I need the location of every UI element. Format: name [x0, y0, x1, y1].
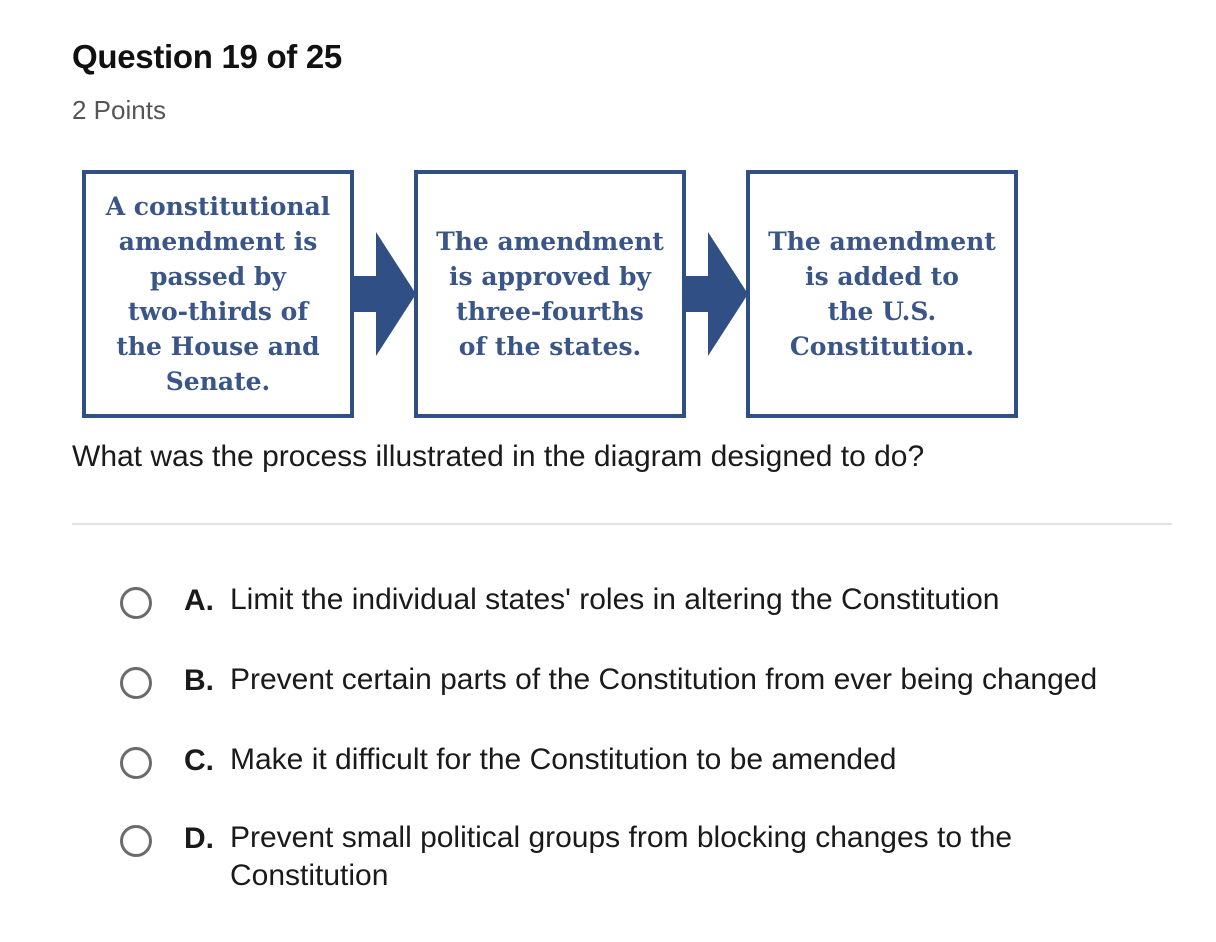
step-1-line: two-thirds of	[127, 297, 309, 326]
option-text: Limit the individual states' roles in altering the Constitution	[230, 583, 1000, 616]
option-letter: A.	[184, 584, 214, 617]
step-1-line: A constitutional	[105, 192, 331, 221]
step-1-line: the House and	[116, 332, 320, 361]
step-3-line: is added to	[805, 262, 959, 291]
radio-button[interactable]	[120, 825, 152, 857]
step-2-line: The amendment	[436, 227, 664, 256]
arrow-right-icon	[354, 232, 416, 356]
step-1-line: passed by	[150, 262, 286, 291]
step-2-line: is approved by	[449, 262, 651, 291]
answer-option-a[interactable]	[120, 584, 999, 619]
step-1-line: Senate.	[165, 367, 271, 396]
question-header	[72, 38, 342, 76]
answer-option-d[interactable]	[120, 822, 1090, 895]
arrow-right-icon	[686, 232, 748, 356]
radio-button[interactable]	[120, 587, 152, 619]
option-text: Prevent small political groups from blocking changes to the Constitution	[230, 821, 1013, 892]
question-prompt: What was the process illustrated in the diagram designed to do?	[72, 440, 925, 473]
option-letter: B.	[184, 664, 214, 697]
answer-option-b[interactable]	[120, 664, 1097, 699]
step-3-line: The amendment	[768, 227, 996, 256]
option-letter: C.	[184, 744, 214, 777]
step-2-line: of the states.	[458, 332, 642, 361]
points-label: 2 Points	[72, 95, 166, 125]
option-text: Make it difficult for the Constitution to be amended	[230, 743, 897, 776]
option-letter: D.	[184, 822, 214, 855]
diagram-step-1	[82, 170, 354, 418]
diagram-step-2	[414, 170, 686, 418]
step-2-line: three-fourths	[456, 297, 644, 326]
step-3-line: the U.S.	[827, 297, 937, 326]
question-number: Question 19 of 25	[72, 38, 342, 75]
step-3-line: Constitution.	[789, 332, 975, 361]
answer-option-c[interactable]	[120, 744, 897, 779]
radio-button[interactable]	[120, 747, 152, 779]
amendment-process-diagram	[82, 168, 1027, 424]
radio-button[interactable]	[120, 667, 152, 699]
step-1-line: amendment is	[118, 227, 318, 256]
option-text: Prevent certain parts of the Constitution from ever being changed	[230, 663, 1098, 696]
divider	[72, 523, 1172, 525]
diagram-step-3	[746, 170, 1018, 418]
